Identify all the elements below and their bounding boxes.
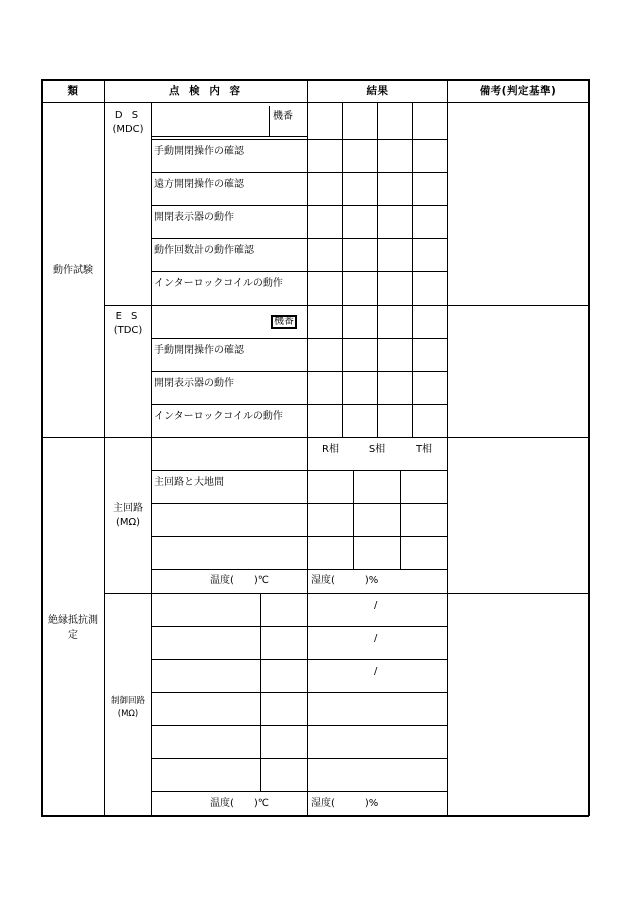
header-content: 点 検 内 容: [169, 85, 243, 97]
ds-item: 遠方開閉操作の確認: [154, 179, 244, 190]
main-control-divider: [104, 593, 589, 594]
ds-item: 開閉表示器の動作: [154, 212, 234, 223]
table-border-top: [41, 79, 589, 81]
ds-label: D S: [114, 110, 142, 121]
col-divider-sublabel: [151, 102, 152, 816]
table-border-bottom: [41, 815, 589, 817]
es-item: 手動開閉操作の確認: [154, 345, 244, 356]
section-divider: [41, 437, 589, 438]
row-line: [151, 503, 447, 504]
ds-label-sub: (MDC): [112, 124, 144, 135]
header-category: 類: [67, 85, 79, 97]
row-line: [151, 791, 447, 792]
main-circuit-item: 主回路と大地間: [154, 477, 224, 488]
control-slash: /: [374, 633, 378, 644]
es-machine-no: 機番: [271, 315, 297, 329]
row-line: [151, 569, 447, 570]
row-line: [151, 404, 447, 405]
col-divider-remarks: [447, 79, 448, 816]
main-circuit-label: 主回路: [113, 503, 143, 514]
category-insulation: 絶縁抵抗測: [48, 615, 98, 626]
es-item: インターロックコイルの動作: [154, 411, 283, 422]
row-line: [151, 371, 447, 372]
result-subcol: [377, 102, 378, 437]
row-line: [151, 536, 447, 537]
phase-s: S相: [368, 444, 386, 455]
control-slash: /: [374, 666, 378, 677]
ds-machine-no: 機番: [273, 111, 293, 122]
row-line: [151, 271, 447, 272]
machine-no-divider: [269, 106, 270, 136]
header-result: 結果: [366, 85, 389, 97]
row-line: [151, 659, 447, 660]
ds-es-divider: [104, 305, 589, 306]
row-line: [151, 172, 447, 173]
header-remarks: 備考(判定基準): [479, 85, 557, 97]
header-divider: [41, 102, 589, 103]
phase-t: T相: [415, 444, 433, 455]
es-label-sub: (TDC): [113, 325, 143, 336]
control-temperature: 温度( )℃: [210, 798, 270, 809]
row-line: [151, 238, 447, 239]
row-line: [151, 205, 447, 206]
ds-item: インターロックコイルの動作: [154, 278, 283, 289]
result-subcol: [412, 102, 413, 437]
control-circuit-unit: (MΩ): [117, 709, 139, 719]
category-operation-test: 動作試験: [53, 265, 93, 276]
category-insulation-cont: 定: [68, 630, 78, 641]
control-circuit-label: 制御回路: [110, 696, 145, 706]
row-line: [151, 139, 447, 140]
row-line: [151, 626, 447, 627]
row-line: [151, 470, 447, 471]
es-label: E S: [115, 311, 141, 322]
main-temperature: 温度( )℃: [210, 575, 270, 586]
row-line: [151, 692, 447, 693]
row-line: [151, 758, 447, 759]
row-line: [151, 725, 447, 726]
phase-r: R相: [322, 444, 339, 455]
control-subcol: [260, 593, 261, 791]
control-slash: /: [374, 600, 378, 611]
ds-item: 動作回数計の動作確認: [154, 245, 254, 256]
table-border-right: [588, 79, 590, 816]
control-humidity: 湿度( )%: [311, 798, 379, 809]
main-circuit-unit: (MΩ): [115, 517, 141, 528]
es-item: 開閉表示器の動作: [154, 378, 234, 389]
main-humidity: 湿度( )%: [311, 575, 379, 586]
machine-no-underline: [151, 136, 307, 137]
phase-col: [353, 470, 354, 569]
table-border-left: [41, 79, 43, 816]
phase-col: [400, 470, 401, 569]
result-subcol: [342, 102, 343, 437]
ds-item: 手動開閉操作の確認: [154, 146, 244, 157]
row-line: [151, 338, 447, 339]
